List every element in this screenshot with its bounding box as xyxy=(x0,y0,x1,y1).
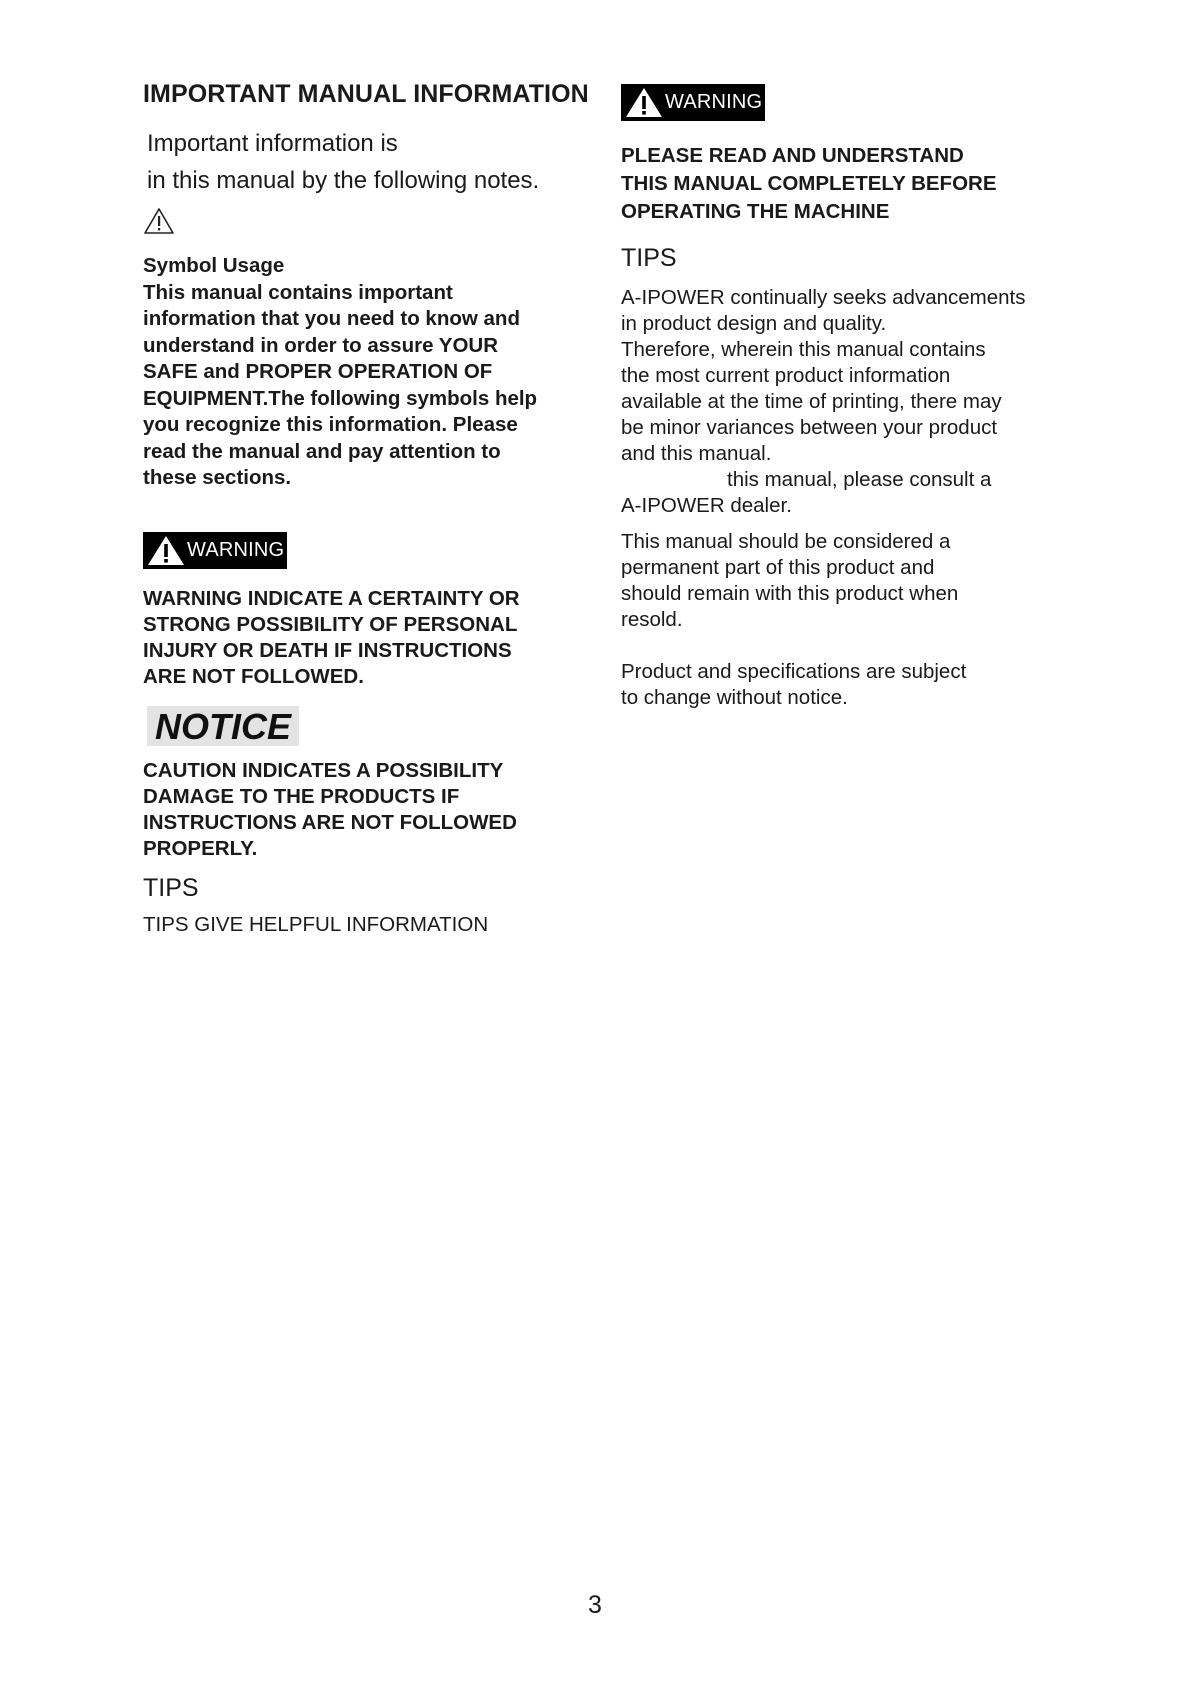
paragraph-line: Therefore, wherein this manual contains xyxy=(621,338,986,361)
paragraph-line: the most current product information xyxy=(621,364,951,387)
paragraph-line: this manual, please consult a xyxy=(727,468,992,491)
read-manual-heading xyxy=(621,142,1061,226)
paragraph-line: available at the time of printing, there may xyxy=(621,390,1002,413)
paragraph-line: be minor variances between your product xyxy=(621,416,998,439)
section-title: IMPORTANT MANUAL INFORMATION xyxy=(143,80,589,108)
paragraph-line: resold. xyxy=(621,608,683,631)
tips-paragraph xyxy=(621,285,1061,519)
warning-line: ARE NOT FOLLOWED. xyxy=(143,664,364,688)
tips-title: TIPS xyxy=(621,244,677,272)
warning-triangle-icon xyxy=(146,534,186,567)
tips-title: TIPS xyxy=(143,873,199,902)
heading-line: PLEASE READ AND UNDERSTAND xyxy=(621,144,964,167)
warning-badge xyxy=(621,84,765,121)
symbol-usage-line: read the manual and pay attention to xyxy=(143,439,501,463)
warning-line: STRONG POSSIBILITY OF PERSONAL xyxy=(143,612,518,636)
symbol-usage-line: EQUIPMENT.The following symbols help xyxy=(143,386,538,410)
symbol-usage-line: understand in order to assure YOUR xyxy=(143,333,499,357)
warning-line: WARNING INDICATE A CERTAINTY OR xyxy=(143,586,520,610)
symbol-usage-line: you recognize this information. Please xyxy=(143,413,518,436)
warning-label: WARNING xyxy=(665,91,763,113)
symbol-usage-line: these sections. xyxy=(143,466,292,489)
symbol-usage-block xyxy=(143,253,603,492)
paragraph-line: should remain with this product when xyxy=(621,582,959,605)
paragraph-line: and this manual. xyxy=(621,442,772,465)
tips-description: TIPS GIVE HELPFUL INFORMATION xyxy=(143,912,489,936)
caution-description xyxy=(143,758,603,862)
paragraph-line: Product and specifications are subject xyxy=(621,660,967,683)
specifications-paragraph xyxy=(621,659,1061,711)
intro-line: Important information is xyxy=(147,130,398,157)
paragraph-line: A-IPOWER continually seeks advancements xyxy=(621,286,1026,309)
caution-line: CAUTION INDICATES A POSSIBILITY xyxy=(143,758,504,782)
paragraph-line: This manual should be considered a xyxy=(621,530,951,553)
warning-line: INJURY OR DEATH IF INSTRUCTIONS xyxy=(143,638,512,662)
paragraph-line: in product design and quality. xyxy=(621,312,887,335)
heading-line: THIS MANUAL COMPLETELY BEFORE xyxy=(621,172,997,195)
warning-triangle-outline-icon xyxy=(143,207,175,235)
symbol-usage-line: information that you need to know and xyxy=(143,307,520,330)
permanent-part-paragraph xyxy=(621,529,1061,633)
warning-label: WARNING xyxy=(187,538,285,561)
caution-line: PROPERLY. xyxy=(143,836,258,860)
caution-line: INSTRUCTIONS ARE NOT FOLLOWED xyxy=(143,810,517,834)
paragraph-line: permanent part of this product and xyxy=(621,556,935,579)
symbol-usage-line: This manual contains important xyxy=(143,280,453,304)
paragraph-line: to change without notice. xyxy=(621,686,848,709)
heading-line: OPERATING THE MACHINE xyxy=(621,200,890,223)
caution-line: DAMAGE TO THE PRODUCTS IF xyxy=(143,784,460,808)
intro-line: in this manual by the following notes. xyxy=(147,167,540,194)
symbol-usage-label: Symbol Usage xyxy=(143,254,285,277)
warning-badge xyxy=(143,532,287,569)
intro-text xyxy=(147,125,603,199)
warning-triangle-icon xyxy=(624,86,664,119)
symbol-usage-line: SAFE and PROPER OPERATION OF xyxy=(143,360,493,383)
page-number: 3 xyxy=(588,1591,602,1619)
notice-badge: NOTICE xyxy=(147,706,299,746)
left-column xyxy=(143,80,603,937)
right-column xyxy=(621,84,1061,711)
warning-description xyxy=(143,586,603,690)
paragraph-line: A-IPOWER dealer. xyxy=(621,494,792,517)
